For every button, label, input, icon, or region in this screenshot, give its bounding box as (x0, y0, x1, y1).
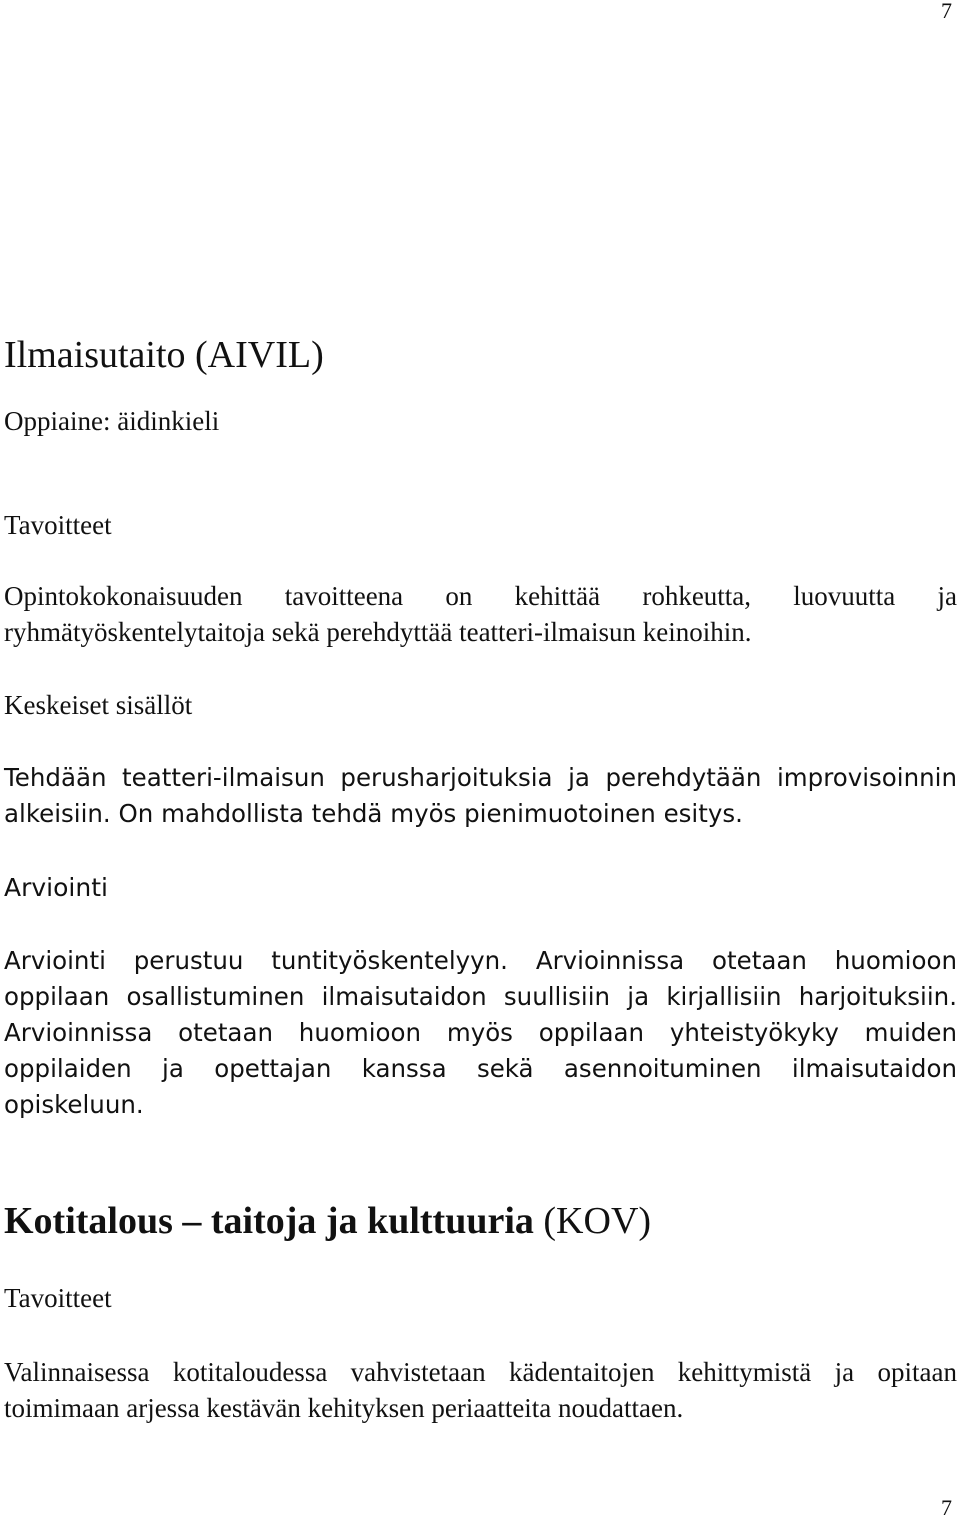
aivil-goals-text: Opintokokonaisuuden tavoitteena on kehittää rohkeutta, luovuutta ja ryhmätyöskentelytaitoja sekä perehdyttää teatteri-ilmaisun keinoihin. (4, 581, 957, 647)
aivil-title: Ilmaisutaito (AIVIL) (4, 334, 324, 376)
kov-goals-heading: Tavoitteet (4, 1283, 112, 1313)
aivil-contents-text: Tehdään teatteri-ilmaisun perusharjoituksia ja perehdytään improvisoinnin alkeisiin. On mahdollista tehdä myös pienimuotoinen esitys. (4, 763, 957, 828)
kov-title (4, 1199, 651, 1243)
aivil-goals-heading: Tavoitteet (4, 510, 112, 540)
aivil-subject: Oppiaine: äidinkieli (4, 406, 220, 436)
kov-title-name: Kotitalous – taitoja ja kulttuuria (4, 1200, 534, 1242)
aivil-assessment-heading: Arviointi (4, 873, 108, 902)
page-number-bottom: 7 (941, 1495, 952, 1520)
kov-title-code: (KOV) (533, 1200, 652, 1242)
page-number-top: 7 (941, 0, 952, 23)
kov-goals-text: Valinnaisessa kotitaloudessa vahvistetaan kädentaitojen kehittymistä ja opitaan toimimaan arjessa kestävän kehityksen periaatteita noudattaen. (4, 1357, 957, 1423)
aivil-contents-heading: Keskeiset sisällöt (4, 690, 193, 720)
aivil-assessment-text: Arviointi perustuu tuntityöskentelyyn. Arvioinnissa otetaan huomioon oppilaan osallistuminen ilmaisutaidon suullisiin ja kirjallisiin harjoituksiin. Arvioinnissa otetaan huomioon myös oppilaan yhteistyökyky muiden oppilaiden ja opettajan kanssa sekä asennoituminen ilmaisutaidon opiskeluun. (4, 946, 957, 1119)
